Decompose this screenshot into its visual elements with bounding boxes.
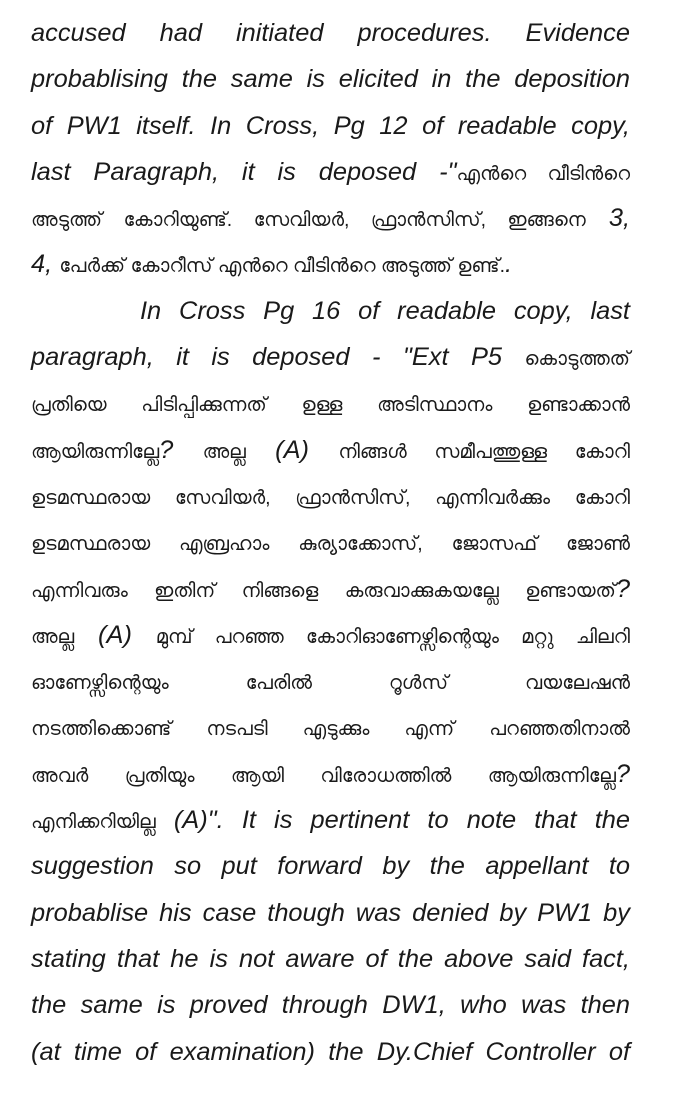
malayalam-text: പ്രതിയെ പിടിപ്പിക്കുന്നത് ഉള്ള അടിസ്ഥാനം ഉണ്ടാക്കാൻ [31,394,630,417]
malayalam-text: അല്ല [31,625,75,648]
text-line [31,936,630,982]
malayalam-text: നടത്തിക്കൊണ്ട് നടപടി എടുക്കും എന്ന് പറഞ്ഞതിനാൽ [31,718,630,741]
text-line [31,473,630,519]
text-line [31,890,630,936]
paragraph-first-line [31,288,630,334]
text-line [31,704,630,750]
text-line [31,612,630,658]
text-line [31,982,630,1028]
text-line [31,334,630,380]
english-text: probablising the same is elicited in the deposition [31,65,630,94]
malayalam-text: മുമ്പ് പറഞ്ഞ കോറിഓണേഴ്സിന്റെയും മറ്റു ചിലറി [155,625,630,648]
english-text: (at time of examination) the Dy.Chief Controller of [31,1037,630,1066]
malayalam-text: പേർക്ക് കോറീസ് എൻറെ വീടിൻറെ അടുത്ത് ഉണ്ട്. [59,255,505,278]
malayalam-text: അവർ പ്രതിയും ആയി വിരോധത്തിൽ ആയിരുന്നില്ലേ [31,764,616,787]
english-text: . [505,250,513,279]
malayalam-text: ആയിരുന്നില്ലേ [31,440,160,463]
text-line [31,843,630,889]
english-text: (A) [74,620,156,649]
text-line [31,56,630,102]
document-page [31,10,630,1075]
text-line [31,566,630,612]
text-line [31,103,630,149]
malayalam-text: ഓണേഴ്സിന്റെയും പേരിൽ റൂൾസ് വയലേഷൻ [31,672,630,695]
english-text: the same is proved through DW1, who was then [31,991,630,1020]
malayalam-text: എന്നിവരും ഇതിന് നിങ്ങളെ കരുവാക്കുകയല്ലേ ഉണ്ടായത് [31,579,616,602]
malayalam-text: എനിക്കറിയില്ല [31,811,156,834]
text-line [31,149,630,195]
malayalam-text: നിങ്ങൾ സമീപത്തുള്ള കോറി [338,440,630,463]
english-text: stating that he is not aware of the above said fact, [31,944,630,973]
english-text: of PW1 itself. In Cross, Pg 12 of readable copy, [31,111,630,140]
text-line [31,751,630,797]
text-line [31,658,630,704]
text-line [31,195,630,241]
english-text: (A)". It is pertinent to note that the [155,806,630,835]
english-text: last Paragraph, it is deposed -" [31,157,457,186]
english-text: ? [159,435,203,464]
english-text: probablise his case though was denied by PW1 by [31,898,630,927]
english-text: ? [615,574,630,603]
text-line [31,241,630,287]
text-line [31,797,630,843]
malayalam-text: കൊടുത്തത് [524,348,630,371]
malayalam-text: അടുത്ത് കോറിയുണ്ട്. സേവിയർ, ഫ്രാൻസിസ്, ഇങ്ങനെ [31,209,586,232]
malayalam-text: ഉടമസ്ഥരായ സേവിയർ, ഫ്രാൻസിസ്, എന്നിവർക്കും കോറി [31,486,630,509]
english-text: 3, [585,204,630,233]
english-text: (A) [245,435,339,464]
english-text: 4, [31,250,60,279]
text-line [31,427,630,473]
english-text: In Cross Pg 16 of readable copy, last [140,296,630,325]
english-text: ? [615,759,630,788]
text-line [31,10,630,56]
english-text: accused had initiated procedures. Evidence [31,19,630,47]
text-line [31,519,630,565]
malayalam-text: ഉടമസ്ഥരായ എബ്രഹാം കുര്യാക്കോസ്, ജോസഫ് ജോൺ [31,533,630,556]
english-text: paragraph, it is deposed - "Ext P5 [31,343,525,372]
malayalam-text: എൻറെ വീടിൻറെ [456,162,630,185]
text-line [31,1029,630,1075]
english-text: suggestion so put forward by the appellant to [31,852,630,881]
text-line [31,380,630,426]
malayalam-text: അല്ല [202,440,246,463]
